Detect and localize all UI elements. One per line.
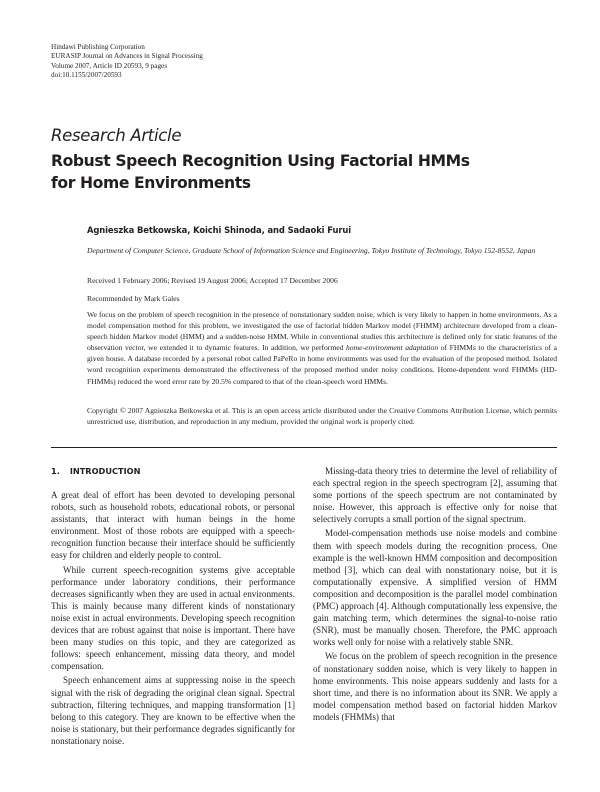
body-paragraph: Model-compensation methods use noise models and combine them with speech models during the recognition process. One example is the well-known HMM composition and decomposition method [3], which can deal with nonstationary noise, but it is computationally expensive. A simplified version of HMM composition and decomposition is the parallel model combination (PMC) approach [4]. Although computationally less expensive, the gain matching term, which determines the signal-to-noise ratio (SNR), must be manually chosen. Therefore, the PMC approach works well only for noise with a relatively stable SNR. bbox=[313, 528, 557, 648]
abstract-emphasis: home-environment adaptation bbox=[346, 343, 439, 353]
affiliation: Department of Computer Science, Graduate School of Information Science and Engineering, Tokyo Institute of Technology, Tokyo 152-8552, Japan bbox=[87, 246, 536, 255]
section-divider bbox=[51, 447, 557, 448]
body-column-right bbox=[313, 465, 557, 723]
paper-title bbox=[51, 150, 571, 194]
title-line-2: for Home Environments bbox=[51, 174, 251, 192]
publisher-line: Hindawi Publishing Corporation bbox=[51, 43, 145, 51]
journal-name-line: EURASIP Journal on Advances in Signal Processing bbox=[51, 52, 203, 61]
abstract-text-part-2: of FHMMs to the characteristics of a given house. A database recorded by a personal robot called PaPeRo in home environments was used for the evaluation of the proposed method. Isolated word recognition experiments demonstrated the effectiveness of the proposed method under noisy conditions. Home-dependent word FHMMs (HD-FHMMs) reduced the word error rate by 20.5% compared to that of the clean-speech word HMMs. bbox=[87, 343, 557, 386]
article-type: Research Article bbox=[51, 126, 182, 145]
body-column-left bbox=[51, 489, 295, 747]
title-line-1: Robust Speech Recognition Using Factorial HMMs bbox=[51, 152, 470, 170]
body-paragraph: We focus on the problem of speech recognition in the presence of nonstationary sudden noise, which is very likely to happen in home environments. This noise appears suddenly and lasts for a short time, and there is no information about its SNR. We apply a model compensation method based on factorial hidden Markov models (FHMMs) that bbox=[313, 651, 557, 722]
abstract-text-part-1: We focus on the problem of speech recognition in the presence of nonstationary sudden noise, which is very likely to happen in home environments. As a model compensation method for this problem, we investigated the use of factorial hidden Markov model (FHMM) architecture developed from a clean-speech hidden Markov model (HMM) and a sudden-noise HMM. While in conventional studies this architecture is defined only for static features of the observation vector, we extended it to dynamic features. In addition, we performed bbox=[87, 310, 557, 353]
body-paragraph: Speech enhancement aims at suppressing noise in the speech signal with the risk of degrading the original clean signal. Spectral subtraction, filtering techniques, and mapping transformation [1] belong to this category. They are known to be effective when the noise is stationary, but their performance degrades significantly for nonstationary noise. bbox=[51, 675, 295, 746]
section-heading bbox=[51, 466, 140, 476]
section-title: INTRODUCTION bbox=[69, 466, 141, 476]
volume-line: Volume 2007, Article ID 20593, 9 pages bbox=[51, 61, 168, 70]
abstract bbox=[87, 309, 557, 387]
copyright-notice: Copyright © 2007 Agnieszka Betkowska et al. This is an open access article distributed under the Creative Commons Attribution License, which permits unrestricted use, distribution, and reproduction in any medium, provided the original work is properly cited. bbox=[87, 406, 557, 427]
section-number: 1. bbox=[51, 466, 60, 476]
author-list: Agnieszka Betkowska, Koichi Shinoda, and Sadaoki Furui bbox=[87, 225, 351, 235]
body-paragraph: Missing-data theory tries to determine the level of reliability of each spectral region in the speech spectrogram [2], assuming that some portions of the speech spectrum are not contaminated by noise. However, this approach is effective only for noise that selectively corrupts a small portion of the signal spectrum. bbox=[313, 466, 557, 525]
recommended-by: Recommended by Mark Gales bbox=[87, 294, 180, 303]
body-paragraph: A great deal of effort has been devoted to developing personal robots, such as household robots, educational robots, or personal assistants, that interact with human beings in the home environment. Most of those robots are equipped with a speech-recognition function because their interface should be sufficiently easy for children and elderly people to control. bbox=[51, 490, 295, 561]
body-paragraph: While current speech-recognition systems give acceptable performance under laboratory conditions, their performance decreases significantly when they are used in actual environments. This is mainly because many different kinds of nonstationary noise exist in actual environments. Developing speech recognition devices that are robust against that noise is important. There have been many studies on this topic, and they are categorized as follows: speech enhancement, missing data theory, and model compensation. bbox=[51, 564, 295, 672]
received-dates: Received 1 February 2006; Revised 19 August 2006; Accepted 17 December 2006 bbox=[87, 276, 338, 285]
doi-line: doi:10.1155/2007/20593 bbox=[51, 71, 122, 80]
journal-header bbox=[51, 43, 351, 81]
